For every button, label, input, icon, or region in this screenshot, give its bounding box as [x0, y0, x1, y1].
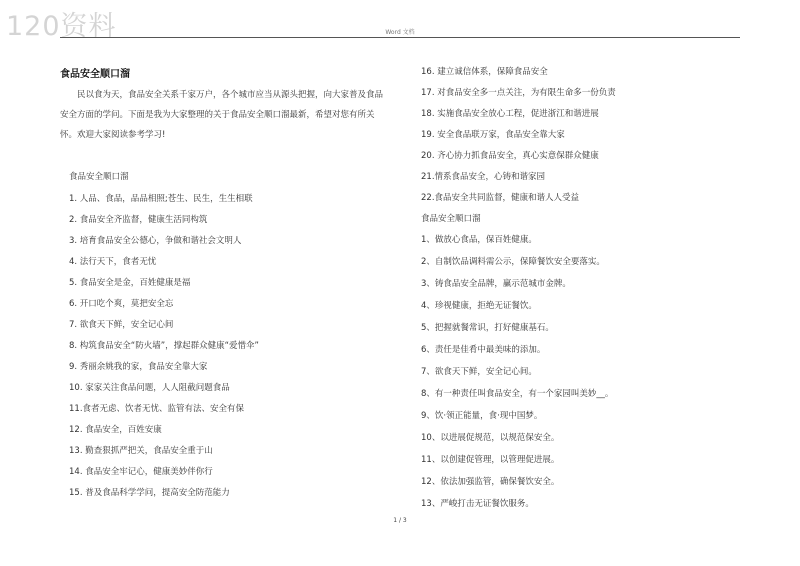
- list1-item: 2. 食品安全齐监督，健康生活同构筑: [69, 215, 208, 225]
- list2-item: 3、铸食品安全品牌，赢示范城市金牌。: [421, 279, 571, 289]
- list1-item: 13. 勤查狠抓严把关，食品安全重于山: [69, 446, 213, 456]
- list1-item: 7. 欲食天下鲜，安全记心间: [69, 320, 174, 330]
- list1-item: 19. 安全食品联万家，食品安全靠大家: [421, 130, 565, 140]
- list1-item: 14. 食品安全牢记心，健康美妙伴你行: [69, 467, 213, 477]
- list2-item: 10、以进展促规范，以规范保安全。: [421, 433, 560, 443]
- list1-item: 4. 法行天下，食者无忧: [69, 257, 157, 267]
- list2-item: 1、做放心食品，保百姓健康。: [421, 235, 537, 245]
- list1-item: 17. 对食品安全多一点关注，为有限生命多一份负责: [421, 88, 616, 98]
- list2-item: 8、有一种责任叫食品安全，有一个家园叫美妙__。: [421, 389, 614, 399]
- list1-item: 16. 建立诚信体系，保障食品安全: [421, 67, 548, 77]
- list2-item: 6、责任是佳肴中最美味的添加。: [421, 345, 546, 355]
- list1-item: 1. 人品、食品，品品相照;苍生、民生，生生相联: [69, 194, 253, 204]
- list1-item: 11.食者无虑、饮者无忧、监管有法、安全有保: [69, 404, 245, 414]
- intro-paragraph: [60, 85, 390, 145]
- section2-title: 食品安全顺口溜: [421, 214, 481, 224]
- list1-item: 10. 家家关注食品问题，人人阻截问题食品: [69, 383, 230, 393]
- list1-item: 15. 普及食品科学学问，提高安全防范能力: [69, 488, 230, 498]
- page-number: 1 / 3: [393, 517, 407, 524]
- watermark-logo: 120资料: [6, 11, 117, 42]
- list2-item: 2、自制饮品调料需公示，保障餐饮安全要落实。: [421, 257, 605, 267]
- doc-title: 食品安全顺口溜: [60, 69, 130, 80]
- list1-item: 12. 食品安全，百姓安康: [69, 425, 162, 435]
- list1-item: 18. 实施食品安全放心工程，促进浙江和谐进展: [421, 109, 599, 119]
- list2-item: 12、依法加强监管，确保餐饮安全。: [421, 477, 560, 487]
- list1-item: 20. 齐心协力抓食品安全，真心实意保群众健康: [421, 151, 599, 161]
- list2-item: 4、珍视健康，拒绝无证餐饮。: [421, 301, 537, 311]
- header-label: Word 文档: [385, 29, 415, 36]
- list1-item: 8. 构筑食品安全“防火墙”，撑起群众健康“爱惜伞”: [69, 341, 259, 351]
- list2-item: 9、饮·领正能量，食·现中国梦。: [421, 411, 543, 421]
- list2-item: 13、严峻打击无证餐饮服务。: [421, 499, 534, 509]
- intro-text: 民以食为天，食品安全关系千家万户，各个城市应当从源头把握，向大家普及食品安全方面的学问。下面是我为大家整理的关于食品安全顺口溜最新，希望对您有所关怀。欢迎大家阅读参考学习!: [60, 90, 384, 140]
- list1-item: 21.情系食品安全，心铸和谐家园: [421, 172, 546, 182]
- section1-title: 食品安全顺口溜: [69, 172, 129, 182]
- list1-item: 22.食品安全共同监督，健康和谐人人受益: [421, 193, 580, 203]
- list1-item: 5. 食品安全是金，百姓健康是福: [69, 278, 191, 288]
- list2-item: 11、以创建促管理，以管理促进展。: [421, 455, 560, 465]
- list1-item: 3. 培育食品安全公德心，争做和谐社会文明人: [69, 236, 242, 246]
- list1-item: 9. 秀丽余姚我的家，食品安全靠大家: [69, 362, 208, 372]
- list2-item: 7、欲食天下鲜，安全记心间。: [421, 367, 537, 377]
- list1-item: 6. 开口吃个爽，莫把安全忘: [69, 299, 174, 309]
- header-divider: [60, 37, 740, 38]
- list2-item: 5、把握就餐常识，打好健康基石。: [421, 323, 554, 333]
